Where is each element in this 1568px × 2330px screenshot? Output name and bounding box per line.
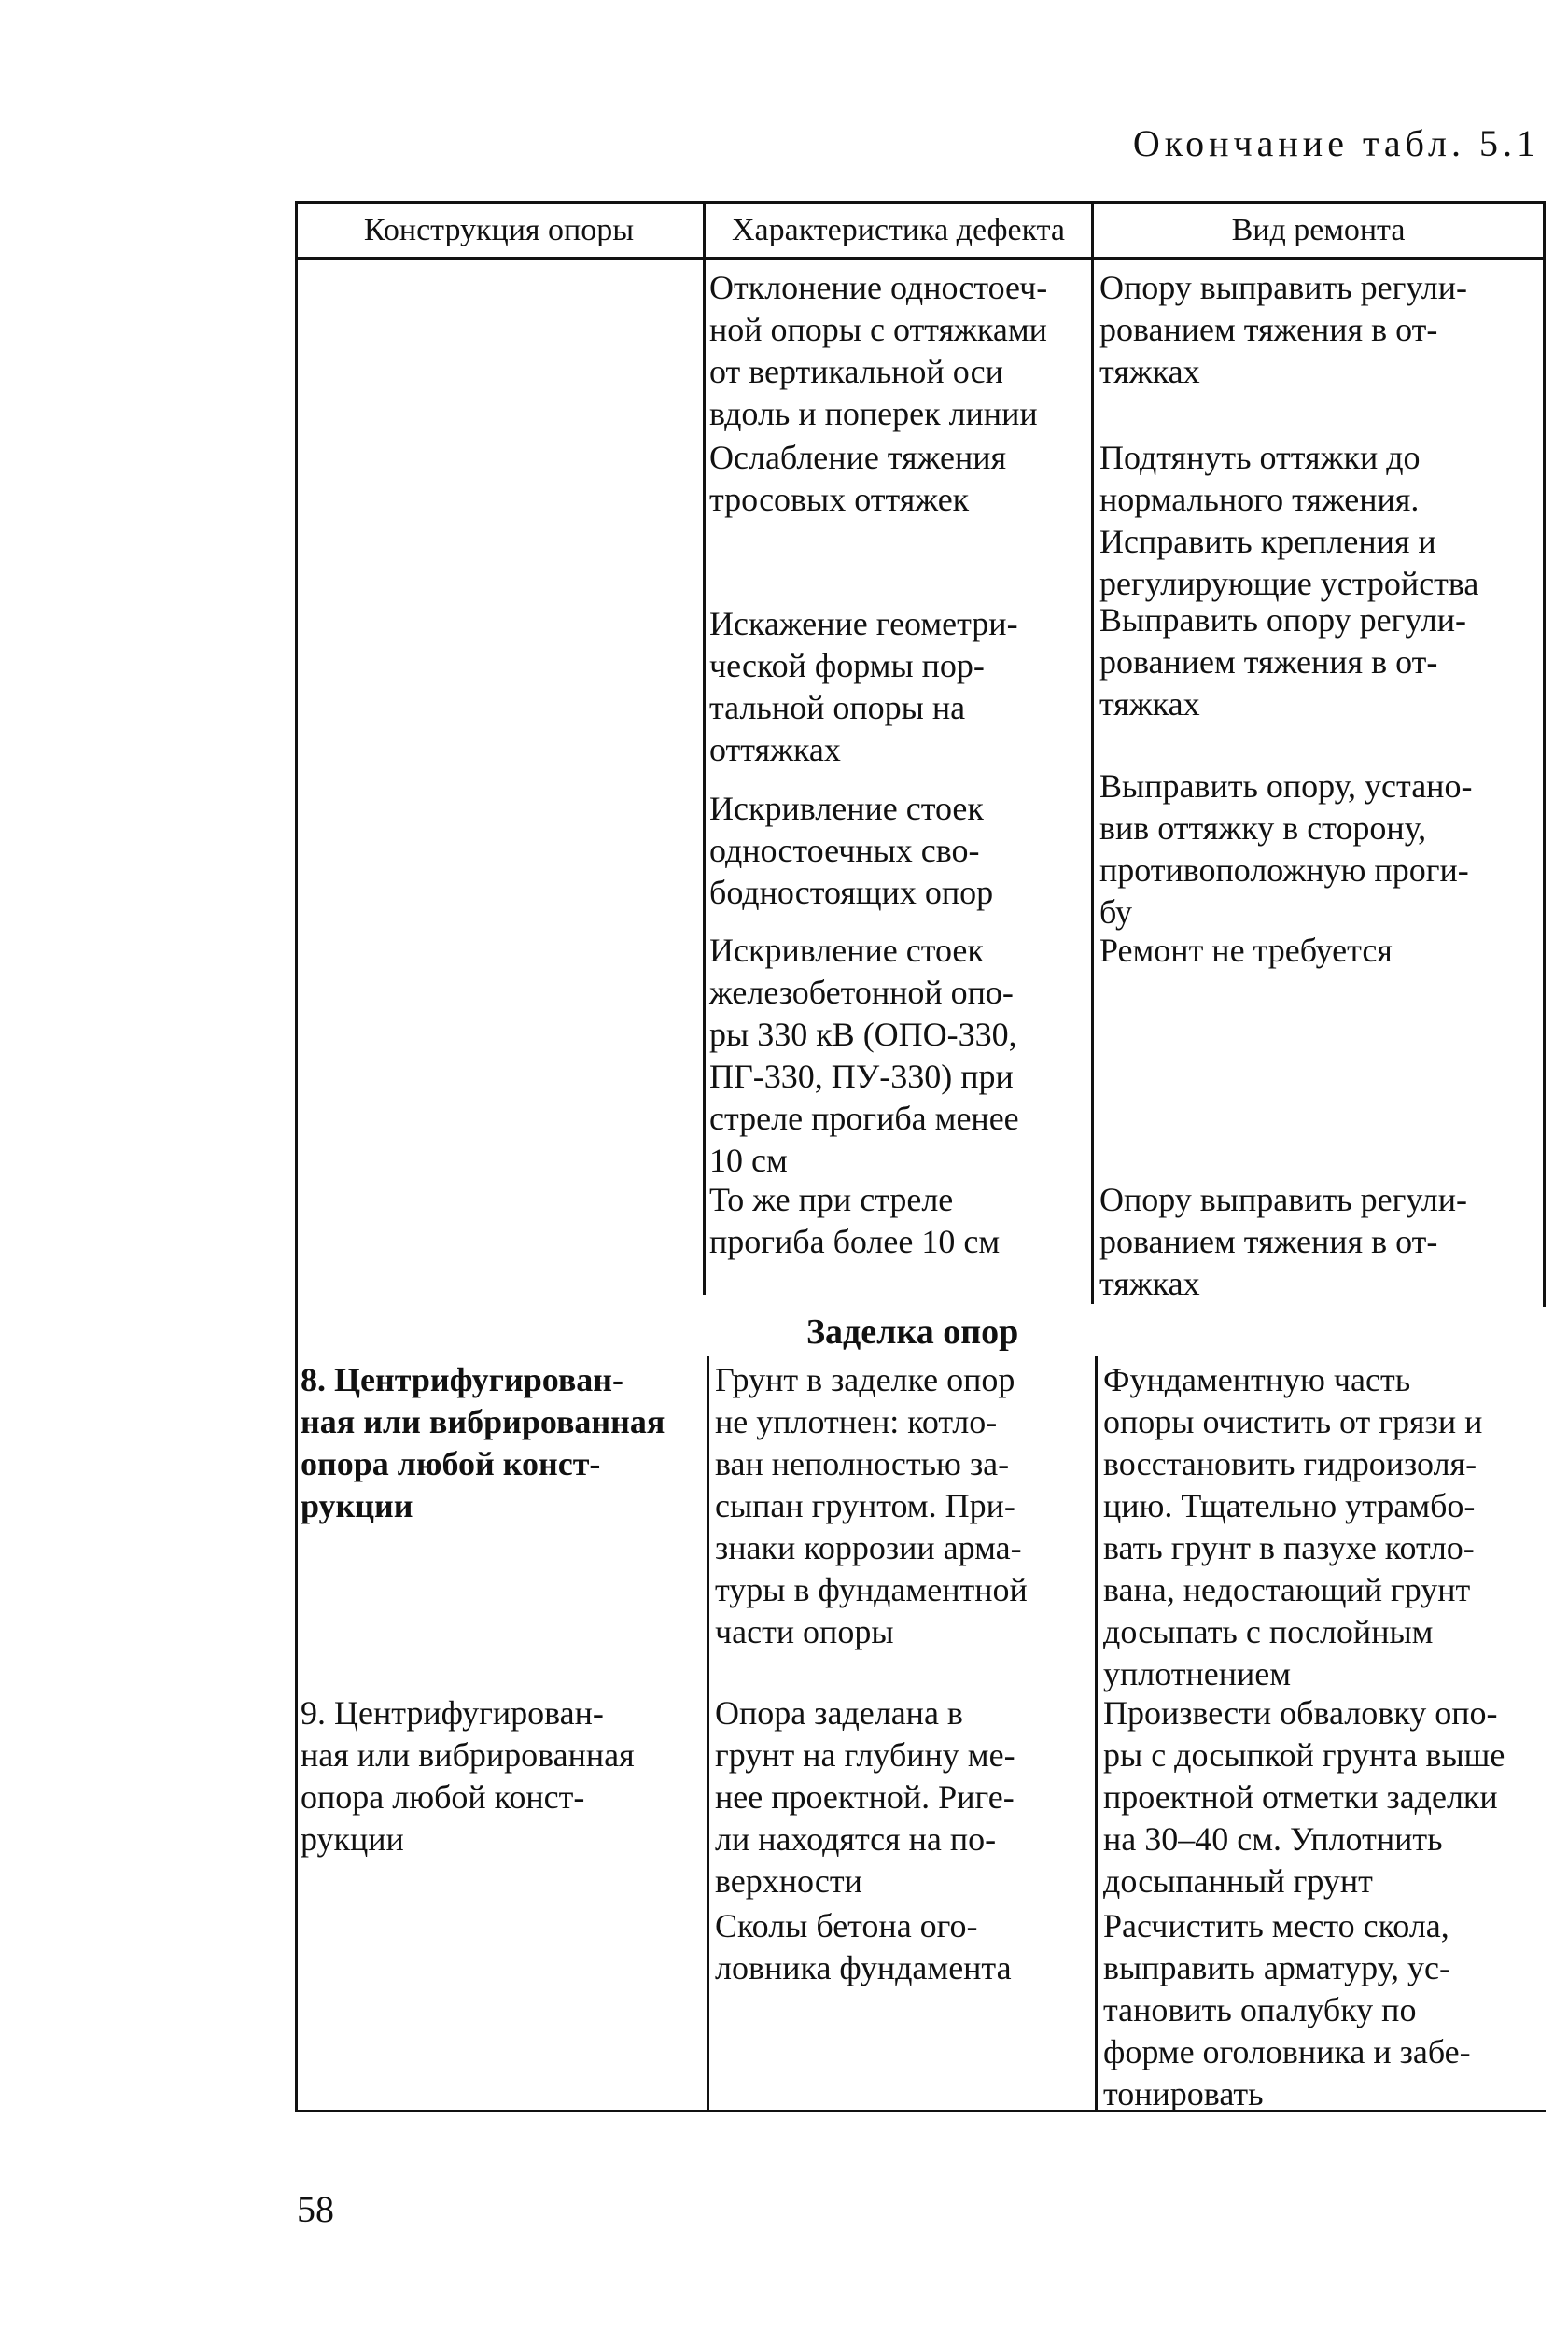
- cell-line: 10 см: [709, 1142, 788, 1179]
- cell-line: Опора заделана в: [715, 1694, 963, 1732]
- header-divider: [295, 257, 1546, 260]
- defect-cell: [709, 930, 1019, 1182]
- construction-cell: [301, 1692, 635, 1860]
- cell-line: Грунт в заделке опор: [715, 1361, 1015, 1398]
- cell-line: ной опоры с оттяжками: [709, 311, 1047, 348]
- cell-line: Подтянуть оттяжки до: [1099, 439, 1421, 476]
- defect-cell: [715, 1905, 1012, 1989]
- cell-line: ли находятся на по-: [715, 1820, 997, 1858]
- cell-line: тросовых оттяжек: [709, 481, 970, 518]
- table-continuation-label: Окончание табл. 5.1: [1132, 122, 1540, 164]
- cell-line: железобетонной опо-: [709, 974, 1014, 1011]
- cell-line: тяжках: [1099, 1265, 1200, 1302]
- cell-line: Ослабление тяжения: [709, 439, 1007, 476]
- cell-line: тяжках: [1099, 353, 1200, 390]
- cell-line: оттяжках: [709, 731, 841, 768]
- cell-line: Искривление стоек: [709, 790, 984, 827]
- cell-line: То же при стреле: [709, 1181, 954, 1218]
- cell-line: восстановить гидроизоля-: [1103, 1445, 1477, 1482]
- cell-line: Отклонение одностоеч-: [709, 269, 1048, 306]
- construction-cell: [301, 1359, 665, 1527]
- cell-line: бодностоящих опор: [709, 874, 994, 911]
- cell-line: опора любой конст-: [301, 1778, 585, 1816]
- header-defect: Характеристика дефекта: [731, 213, 1066, 247]
- defect-cell: [715, 1359, 1028, 1653]
- repair-cell: [1103, 1359, 1482, 1695]
- cell-line: грунт на глубину ме-: [715, 1736, 1015, 1774]
- cell-line: опора любой конст-: [301, 1445, 601, 1482]
- cell-line: нормального тяжения.: [1099, 481, 1420, 518]
- repair-cell: [1099, 599, 1466, 725]
- cell-line: одностоечных сво-: [709, 832, 980, 869]
- cell-line: верхности: [715, 1862, 862, 1900]
- cell-line: не уплотнен: котло-: [715, 1403, 998, 1440]
- cell-line: Выправить опору регули-: [1099, 601, 1467, 639]
- cell-line: ры 330 кВ (ОПО-330,: [709, 1016, 1017, 1053]
- cell-line: нее проектной. Риге-: [715, 1778, 1015, 1816]
- page-number: 58: [297, 2188, 334, 2230]
- cell-line: бу: [1099, 893, 1132, 931]
- column-divider-1-top: [703, 204, 706, 1295]
- defect-cell: [715, 1692, 1015, 1902]
- defects-table: [295, 201, 1546, 2112]
- column-divider-2-bottom: [1095, 1356, 1098, 2112]
- header-construction: Конструкция опоры: [363, 213, 635, 247]
- repair-cell: [1099, 1179, 1467, 1305]
- cell-line: Ремонт не требуется: [1099, 932, 1393, 969]
- cell-line: рованием тяжения в от-: [1099, 311, 1438, 348]
- cell-line: на 30–40 см. Уплотнить: [1103, 1820, 1443, 1858]
- defect-cell: [709, 437, 1006, 521]
- defect-cell: [709, 603, 1018, 771]
- cell-line: форме оголовника и забе-: [1103, 2033, 1471, 2070]
- defect-cell: [709, 788, 993, 914]
- table-border-left: [295, 204, 298, 2112]
- cell-line: тяжках: [1099, 685, 1200, 723]
- cell-line: Сколы бетона ого-: [715, 1907, 978, 1944]
- repair-cell: [1099, 930, 1393, 972]
- cell-line: Искажение геометри-: [709, 605, 1018, 642]
- repair-cell: [1099, 765, 1472, 933]
- cell-line: тановить опалубку по: [1103, 1991, 1417, 2028]
- cell-line: части опоры: [715, 1613, 894, 1650]
- cell-line: ван неполностью за-: [715, 1445, 1010, 1482]
- cell-line: рованием тяжения в от-: [1099, 1223, 1438, 1260]
- cell-line: Произвести обваловку опо-: [1103, 1694, 1498, 1732]
- cell-line: Опору выправить регули-: [1099, 269, 1468, 306]
- repair-cell: [1103, 1692, 1505, 1902]
- column-divider-1-bottom: [707, 1356, 709, 2112]
- cell-line: ПГ-330, ПУ-330) при: [709, 1058, 1014, 1095]
- cell-line: вана, недостающий грунт: [1103, 1571, 1471, 1608]
- cell-line: туры в фундаментной: [715, 1571, 1028, 1608]
- cell-line: ная или вибрированная: [301, 1403, 665, 1440]
- cell-line: стреле прогиба менее: [709, 1100, 1019, 1137]
- cell-line: досыпать с послойным: [1103, 1613, 1434, 1650]
- cell-line: рованием тяжения в от-: [1099, 643, 1438, 681]
- cell-line: сыпан грунтом. При-: [715, 1487, 1015, 1524]
- cell-line: рукции: [301, 1487, 413, 1524]
- cell-line: Выправить опору, устано-: [1099, 767, 1473, 805]
- repair-cell: [1103, 1905, 1471, 2115]
- cell-line: вдоль и поперек линии: [709, 395, 1038, 432]
- defect-cell: [709, 267, 1047, 435]
- table-border-right-top: [1543, 204, 1546, 1307]
- cell-line: знаки коррозии арма-: [715, 1529, 1022, 1566]
- cell-line: опоры очистить от грязи и: [1103, 1403, 1483, 1440]
- header-repair: Вид ремонта: [1231, 213, 1406, 247]
- cell-line: Опору выправить регули-: [1099, 1181, 1468, 1218]
- cell-line: Расчистить место скола,: [1103, 1907, 1449, 1944]
- cell-line: Искривление стоек: [709, 932, 984, 969]
- cell-line: ловника фундамента: [715, 1949, 1012, 1986]
- cell-line: ная или вибрированная: [301, 1736, 635, 1774]
- defect-cell: [709, 1179, 1000, 1263]
- repair-cell: [1099, 437, 1478, 605]
- cell-line: тонировать: [1103, 2075, 1264, 2112]
- cell-line: рукции: [301, 1820, 404, 1858]
- cell-line: противоположную проги-: [1099, 851, 1469, 889]
- cell-line: вать грунт в пазухе котло-: [1103, 1529, 1475, 1566]
- cell-line: прогиба более 10 см: [709, 1223, 1001, 1260]
- cell-line: вив оттяжку в сторону,: [1099, 809, 1427, 847]
- cell-line: регулирующие устройства: [1099, 565, 1479, 602]
- cell-line: выправить арматуру, ус-: [1103, 1949, 1451, 1986]
- section-title: Заделка опор: [806, 1312, 1019, 1352]
- cell-line: тальной опоры на: [709, 689, 966, 726]
- cell-line: от вертикальной оси: [709, 353, 1003, 390]
- cell-line: цию. Тщательно утрамбо-: [1103, 1487, 1476, 1524]
- cell-line: 9. Центрифугирован-: [301, 1694, 604, 1732]
- column-divider-2-top: [1091, 204, 1094, 1304]
- cell-line: уплотнением: [1103, 1655, 1292, 1692]
- cell-line: Фундаментную часть: [1103, 1361, 1411, 1398]
- cell-line: проектной отметки заделки: [1103, 1778, 1498, 1816]
- repair-cell: [1099, 267, 1467, 393]
- cell-line: ры с досыпкой грунта выше: [1103, 1736, 1505, 1774]
- cell-line: Исправить крепления и: [1099, 523, 1436, 560]
- cell-line: ческой формы пор-: [709, 647, 985, 684]
- cell-line: досыпанный грунт: [1103, 1862, 1373, 1900]
- cell-line: 8. Центрифугирован-: [301, 1361, 624, 1398]
